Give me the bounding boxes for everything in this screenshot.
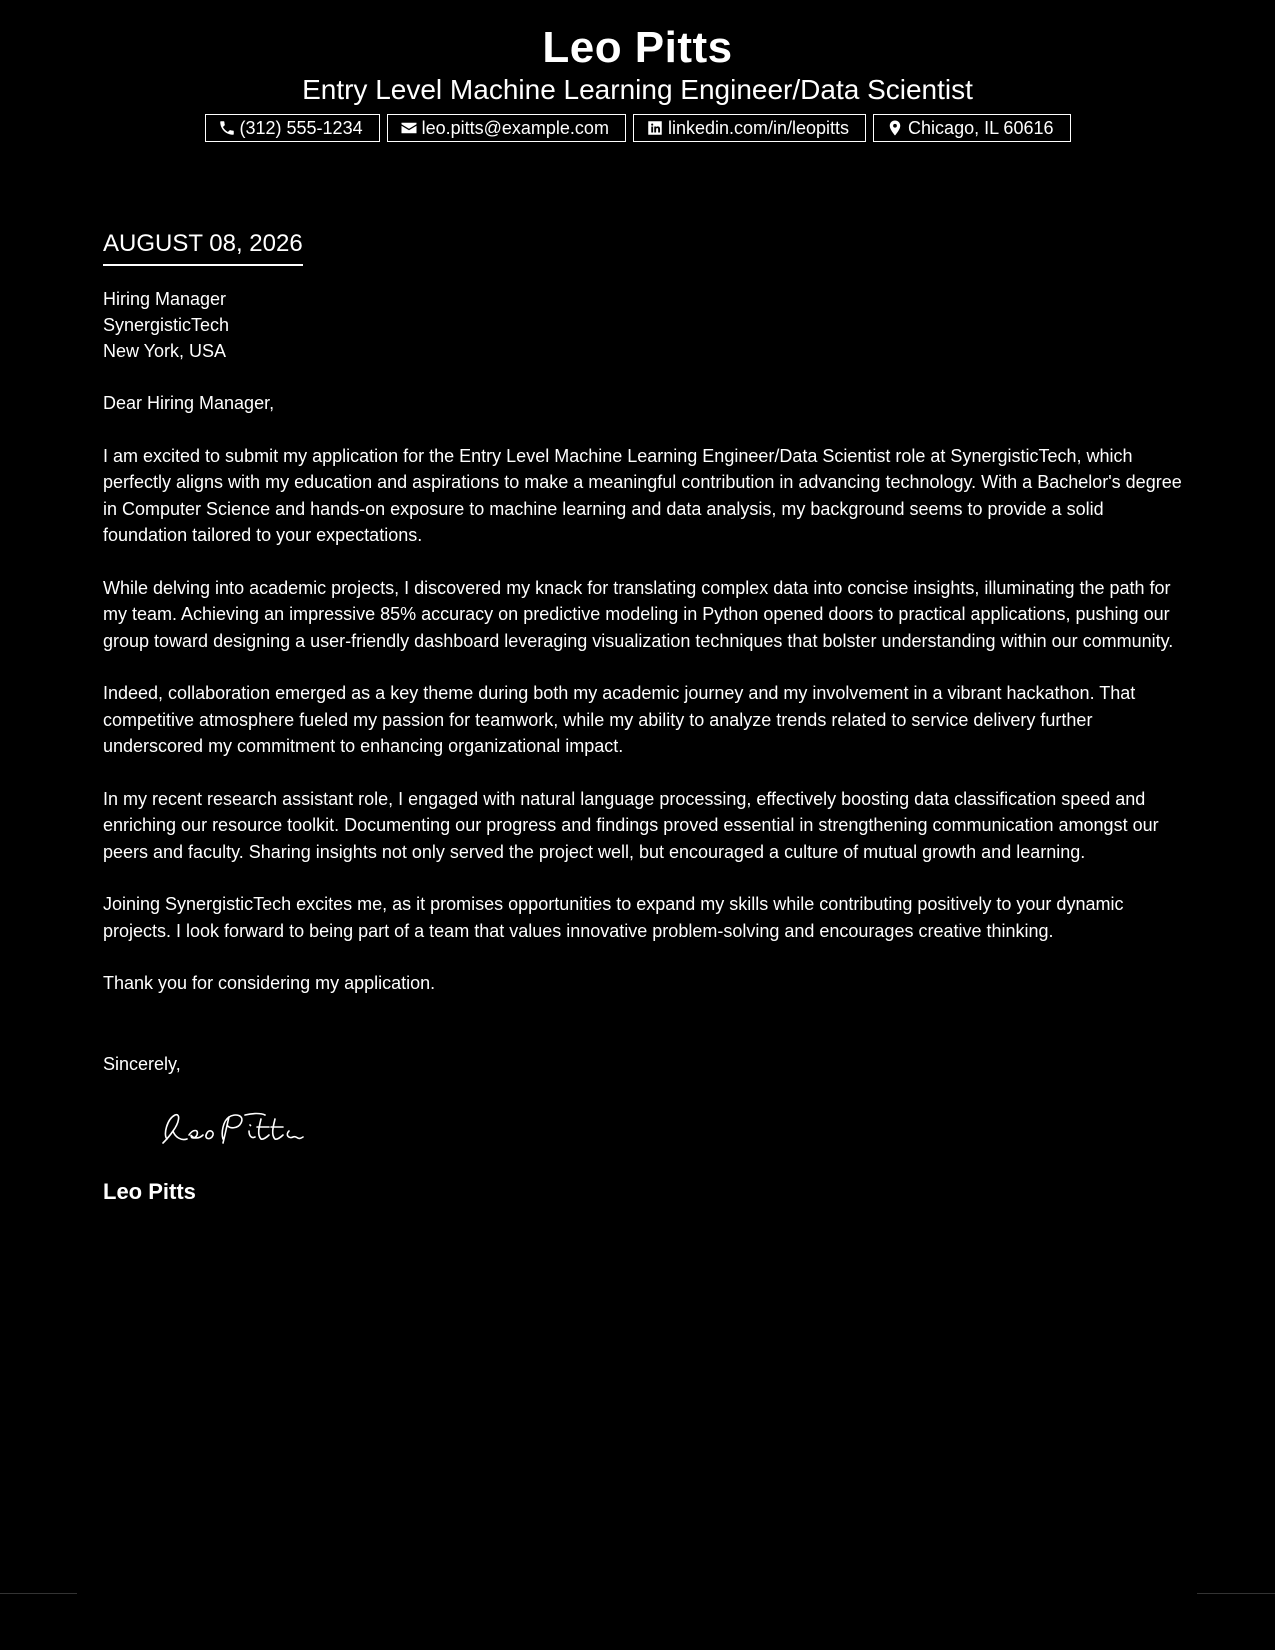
contact-phone[interactable] [205, 114, 380, 142]
handwritten-signature [153, 1105, 323, 1153]
envelope-icon [400, 119, 418, 137]
closing: Sincerely, [103, 1053, 181, 1074]
body-paragraph: In my recent research assistant role, I engaged with natural language processing, effectively boosting data classification speed and enriching our resource toolkit. Documenting our progress and findings proved essential in strengthening communication amongst our peers and faculty. Sharing insights not only served the project well, but encouraged a culture of mutual growth and learning. [103, 788, 1159, 862]
letter-header [0, 22, 1275, 142]
footer-rule-right [1197, 1593, 1275, 1594]
contact-location[interactable] [873, 114, 1070, 142]
linkedin-text: linkedin.com/in/leopitts [667, 117, 850, 138]
recipient-block [103, 286, 1183, 364]
job-title: Entry Level Machine Learning Engineer/Data Scientist [302, 74, 973, 105]
recipient-line: Hiring Manager [103, 289, 227, 309]
linkedin-icon [646, 119, 664, 137]
letter-date: AUGUST 08, 2026 [103, 228, 303, 266]
recipient-line: SynergisticTech [103, 315, 230, 335]
letter-paragraphs [103, 443, 1183, 997]
contact-bar [0, 114, 1275, 142]
footer-rule-left [0, 1593, 77, 1594]
body-paragraph: Thank you for considering my application. [103, 973, 436, 993]
signed-name: Leo Pitts [103, 1178, 196, 1204]
body-paragraph: Indeed, collaboration emerged as a key theme during both my academic journey and my involvement in a vibrant hackathon. That competitive atmosphere fueled my passion for teamwork, while my ability to analyze trends related to service delivery further underscored my commitment to enhancing organizational impact. [103, 683, 1136, 756]
applicant-name: Leo Pitts [542, 23, 733, 72]
contact-email[interactable] [387, 114, 626, 142]
phone-icon [218, 119, 236, 137]
salutation: Dear Hiring Manager, [103, 393, 275, 413]
body-paragraph: I am excited to submit my application for the Entry Level Machine Learning Engineer/Data Scientist role at SynergisticTech, which perfectly aligns with my education and aspirations to make a meaningful contribution in advancing technology. With a Bachelor's degree in Computer Science and hands-on exposure to machine learning and data analysis, my background seems to provide a solid foundation tailored to your expectations. [103, 445, 1182, 545]
contact-linkedin[interactable] [633, 114, 866, 142]
body-paragraph: Joining SynergisticTech excites me, as it promises opportunities to expand my skills while contributing positively to your dynamic projects. I look forward to being part of a team that values innovative problem-solving and encourages creative thinking. [103, 894, 1124, 941]
phone-text: (312) 555-1234 [239, 117, 363, 138]
location-text: Chicago, IL 60616 [908, 117, 1054, 138]
recipient-line: New York, USA [103, 341, 227, 361]
body-paragraph: While delving into academic projects, I discovered my knack for translating complex data into concise insights, illuminating the path for my team. Achieving an impressive 85% accuracy on predictive modeling in Python opened doors to practical applications, pushing our group toward designing a user-friendly dashboard leveraging visualization techniques that bolster understanding within our community. [103, 577, 1174, 651]
letter-body [103, 228, 1183, 1205]
map-marker-icon [886, 119, 904, 137]
email-text: leo.pitts@example.com [421, 117, 609, 138]
